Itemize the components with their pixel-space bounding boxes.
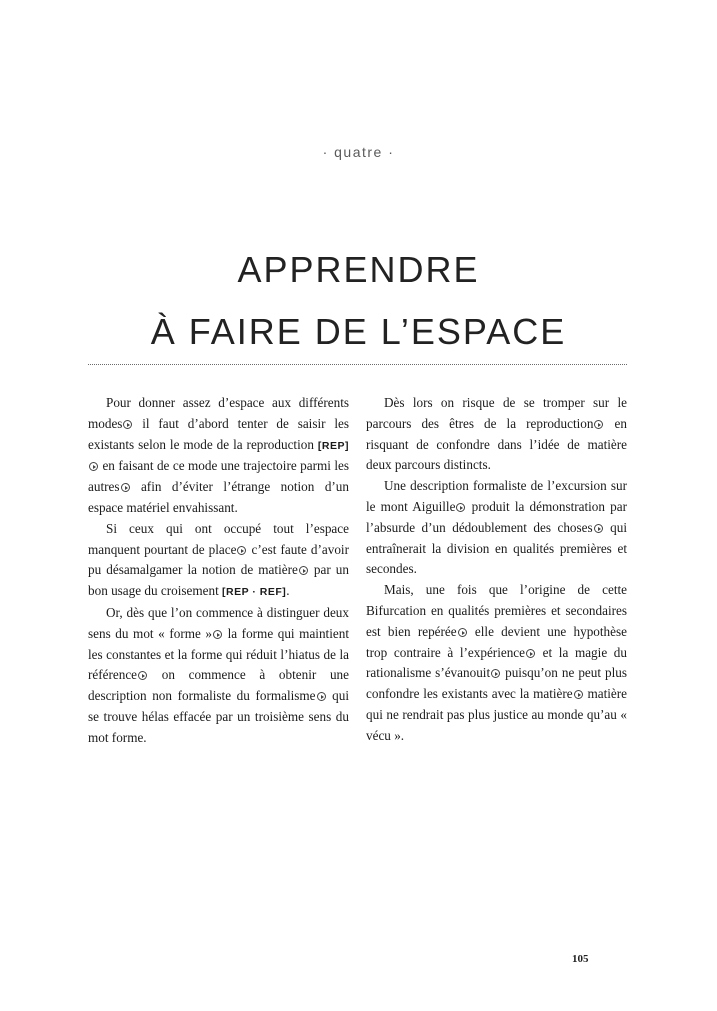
text-run: c’est faute d’avoir pu désamalgamer la notion de matière xyxy=(88,541,349,578)
text-run: Dès lors on risque de se tromper sur le parcours des êtres de la reproduction xyxy=(366,395,627,431)
text-run: Mais, une fois que l’origine de cette Bifurcation en qualités premières et secondaires est bien repérée xyxy=(366,582,627,639)
text-run: . xyxy=(286,583,290,599)
arrow-circle-icon[interactable] xyxy=(526,649,535,658)
text-run: on commence à obtenir une description non formaliste du formalisme xyxy=(88,667,349,704)
left-column xyxy=(88,393,349,749)
text-run: et la magie du rationalisme s’évanouit xyxy=(366,644,627,681)
text-run: matière qui ne rendrait pas plus justice au monde qu’au « vécu ». xyxy=(366,686,627,743)
arrow-circle-icon[interactable] xyxy=(138,671,147,680)
text-run: Si ceux qui ont occupé tout l’espace manquent pourtant de place xyxy=(88,520,349,557)
right-column xyxy=(366,393,627,747)
chapter-label: · quatre · xyxy=(322,144,395,160)
text-run: il faut d’abord tenter de saisir les existants selon le mode de la reproduction xyxy=(88,415,349,452)
arrow-circle-icon[interactable] xyxy=(594,420,603,429)
chapter-title-line-1: APPRENDRE xyxy=(237,249,480,290)
arrow-circle-icon[interactable] xyxy=(458,628,467,637)
text-run: par un bon usage du croisement xyxy=(88,562,349,599)
text-run: qui se trouve hélas effacée par un troisième sens du mot forme. xyxy=(88,688,349,745)
arrow-circle-icon[interactable] xyxy=(121,483,130,492)
text-run: Pour donner assez d’espace aux différents modes xyxy=(88,395,349,431)
paragraph xyxy=(88,603,349,749)
text-run: en faisant de ce mode une trajectoire parmi les autres xyxy=(88,458,349,495)
arrow-circle-icon[interactable] xyxy=(317,692,326,701)
page-number: 105 xyxy=(572,953,589,965)
mode-code-rep-ref: [REP · REF] xyxy=(222,586,287,599)
text-run: la forme qui maintient les constantes et la forme qui réduit l’hiatus de la référence xyxy=(88,625,349,683)
arrow-circle-icon[interactable] xyxy=(299,566,308,575)
arrow-circle-icon[interactable] xyxy=(123,420,132,429)
text-run: produit la démonstration par l’absurde d’un dédoublement des choses xyxy=(366,498,627,535)
paragraph xyxy=(366,393,627,476)
arrow-circle-icon[interactable] xyxy=(574,690,583,699)
paragraph xyxy=(366,580,627,746)
text-run: afin d’éviter l’étrange notion d’un espace matériel envahissant. xyxy=(88,479,349,515)
arrow-circle-icon[interactable] xyxy=(456,503,465,512)
arrow-circle-icon[interactable] xyxy=(237,546,246,555)
arrow-circle-icon[interactable] xyxy=(594,524,603,533)
paragraph xyxy=(88,393,349,519)
arrow-circle-icon[interactable] xyxy=(491,669,500,678)
chapter-title-line-2: À FAIRE DE L’ESPACE xyxy=(150,311,567,352)
arrow-circle-icon[interactable] xyxy=(213,630,222,639)
text-run: puisqu’on ne peut plus confondre les existants avec la matière xyxy=(366,665,627,702)
paragraph xyxy=(366,476,627,580)
text-run: Une description formaliste de l’excursion sur le mont Aiguille xyxy=(366,478,627,514)
text-run: qui entraînerait la division en qualités premières et secondes. xyxy=(366,519,627,577)
paragraph xyxy=(88,519,349,603)
text-run: elle devient une hypothèse trop contraire à l’expérience xyxy=(366,623,627,660)
dotted-divider xyxy=(88,364,627,365)
arrow-circle-icon[interactable] xyxy=(89,462,98,471)
mode-code-rep: [REP] xyxy=(317,439,349,452)
text-run: en risquant de confondre dans l’idée de matière deux parcours distincts. xyxy=(366,415,627,473)
text-run: Or, dès que l’on commence à distinguer deux sens du mot « forme » xyxy=(88,604,349,641)
